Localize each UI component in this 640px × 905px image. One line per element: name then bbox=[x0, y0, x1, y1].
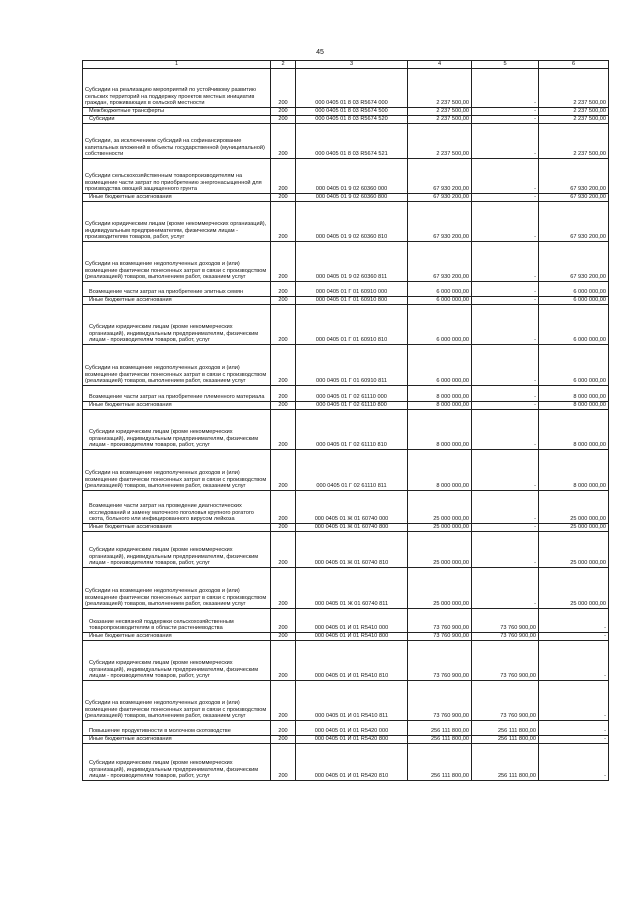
cell-amount-federal: - bbox=[472, 116, 539, 124]
cell-classification-code: 000 0405 01 Г 01 60910 811 bbox=[296, 345, 408, 386]
cell-classification-code: 000 0405 01 Ж 01 60740 811 bbox=[296, 568, 408, 609]
table-row bbox=[83, 159, 609, 194]
cell-classification-code: 000 0405 01 Г 01 60910 810 bbox=[296, 305, 408, 345]
cell-amount-total: 256 111 800,00 bbox=[408, 721, 472, 736]
cell-amount-regional: 2 237 500,00 bbox=[539, 108, 609, 116]
cell-name: Возмещение части затрат на приобретение элитных семян bbox=[83, 282, 271, 297]
cell-amount-total: 6 000 000,00 bbox=[408, 345, 472, 386]
cell-name: Субсидии юридическим лицам (кроме некоммерческих организаций), индивидуальным предпринимателям, физическим лицам - производителям товаров, работ, услуг bbox=[83, 202, 271, 242]
cell-amount-regional: - bbox=[539, 609, 609, 633]
cell-grbs-code: 200 bbox=[271, 641, 296, 681]
cell-classification-code: 000 0405 01 Ж 01 60740 810 bbox=[296, 532, 408, 568]
cell-grbs-code: 200 bbox=[271, 491, 296, 524]
cell-grbs-code: 200 bbox=[271, 108, 296, 116]
table-row bbox=[83, 641, 609, 681]
cell-amount-total: 67 930 200,00 bbox=[408, 202, 472, 242]
cell-grbs-code: 200 bbox=[271, 282, 296, 297]
cell-amount-total: 6 000 000,00 bbox=[408, 282, 472, 297]
cell-classification-code: 000 0405 01 9 02 60360 800 bbox=[296, 194, 408, 202]
cell-amount-regional: 6 000 000,00 bbox=[539, 297, 609, 305]
cell-amount-regional: - bbox=[539, 744, 609, 781]
cell-amount-total: 73 760 900,00 bbox=[408, 681, 472, 721]
cell-classification-code: 000 0405 01 9 02 60360 000 bbox=[296, 159, 408, 194]
cell-classification-code: 000 0405 01 И 01 R5420 800 bbox=[296, 736, 408, 744]
cell-amount-federal: 73 760 900,00 bbox=[472, 609, 539, 633]
cell-amount-regional: - bbox=[539, 736, 609, 744]
cell-amount-total: 67 930 200,00 bbox=[408, 194, 472, 202]
cell-name: Субсидии на возмещение недополученных доходов и (или) возмещение фактически понесенных затрат в связи с производством (реализацией) товаров, выполнением работ, оказанием услуг bbox=[83, 345, 271, 386]
table-row bbox=[83, 194, 609, 202]
cell-amount-federal: - bbox=[472, 491, 539, 524]
cell-name: Иные бюджетные ассигнования bbox=[83, 297, 271, 305]
cell-name: Возмещение части затрат на проведение диагностических исследований и замену маточного поголовья крупного рогатого скота, больного или инфицированного вирусом лейкоза bbox=[83, 491, 271, 524]
cell-amount-total: 256 111 800,00 bbox=[408, 736, 472, 744]
table-row bbox=[83, 721, 609, 736]
cell-amount-regional: 8 000 000,00 bbox=[539, 410, 609, 450]
cell-grbs-code: 200 bbox=[271, 124, 296, 159]
cell-classification-code: 000 0405 01 Г 02 61110 810 bbox=[296, 410, 408, 450]
table-row bbox=[83, 386, 609, 402]
cell-amount-regional: 6 000 000,00 bbox=[539, 282, 609, 297]
cell-name: Повышение продуктивности в молочном скотоводстве bbox=[83, 721, 271, 736]
cell-amount-federal: - bbox=[472, 124, 539, 159]
cell-amount-federal: - bbox=[472, 159, 539, 194]
cell-name: Субсидии юридическим лицам (кроме некоммерческих организаций), индивидуальным предпринимателям, физическим лицам - производителям товаров, работ, услуг bbox=[83, 744, 271, 781]
table-row bbox=[83, 402, 609, 410]
cell-amount-federal: - bbox=[472, 305, 539, 345]
cell-amount-federal: 256 111 800,00 bbox=[472, 736, 539, 744]
cell-amount-total: 25 000 000,00 bbox=[408, 568, 472, 609]
cell-grbs-code: 200 bbox=[271, 609, 296, 633]
cell-amount-federal: - bbox=[472, 202, 539, 242]
cell-amount-regional: 67 930 200,00 bbox=[539, 202, 609, 242]
cell-classification-code: 000 0405 01 8 03 R5674 521 bbox=[296, 124, 408, 159]
cell-grbs-code: 200 bbox=[271, 633, 296, 641]
cell-grbs-code: 200 bbox=[271, 681, 296, 721]
cell-amount-federal: - bbox=[472, 345, 539, 386]
cell-classification-code: 000 0405 01 И 01 R5410 811 bbox=[296, 681, 408, 721]
cell-amount-regional: 6 000 000,00 bbox=[539, 345, 609, 386]
cell-grbs-code: 200 bbox=[271, 159, 296, 194]
cell-name: Субсидии на возмещение недополученных доходов и (или) возмещение фактически понесенных затрат в связи с производством (реализацией) товаров, выполнением работ, оказанием услуг bbox=[83, 450, 271, 491]
cell-amount-total: 2 237 500,00 bbox=[408, 69, 472, 108]
cell-classification-code: 000 0405 01 Г 02 61110 811 bbox=[296, 450, 408, 491]
cell-grbs-code: 200 bbox=[271, 524, 296, 532]
cell-classification-code: 000 0405 01 Г 01 60910 000 bbox=[296, 282, 408, 297]
table-row bbox=[83, 633, 609, 641]
table-row bbox=[83, 108, 609, 116]
column-header: 1 bbox=[83, 61, 271, 69]
cell-grbs-code: 200 bbox=[271, 202, 296, 242]
cell-amount-total: 6 000 000,00 bbox=[408, 297, 472, 305]
cell-amount-regional: 2 237 500,00 bbox=[539, 69, 609, 108]
cell-amount-total: 73 760 900,00 bbox=[408, 609, 472, 633]
budget-table bbox=[82, 60, 609, 781]
cell-amount-regional: - bbox=[539, 641, 609, 681]
cell-classification-code: 000 0405 01 И 01 R5420 000 bbox=[296, 721, 408, 736]
cell-amount-regional: 8 000 000,00 bbox=[539, 402, 609, 410]
cell-amount-federal: 73 760 900,00 bbox=[472, 641, 539, 681]
cell-amount-total: 25 000 000,00 bbox=[408, 532, 472, 568]
cell-name: Субсидии юридическим лицам (кроме некоммерческих организаций), индивидуальным предпринимателям, физическим лицам - производителям товаров, работ, услуг bbox=[83, 532, 271, 568]
table-row bbox=[83, 116, 609, 124]
table-row bbox=[83, 124, 609, 159]
cell-amount-federal: 73 760 900,00 bbox=[472, 633, 539, 641]
cell-grbs-code: 200 bbox=[271, 69, 296, 108]
cell-amount-federal: - bbox=[472, 524, 539, 532]
cell-grbs-code: 200 bbox=[271, 116, 296, 124]
cell-classification-code: 000 0405 01 Ж 01 60740 800 bbox=[296, 524, 408, 532]
cell-amount-total: 67 930 200,00 bbox=[408, 242, 472, 282]
cell-name: Иные бюджетные ассигнования bbox=[83, 524, 271, 532]
table-row bbox=[83, 202, 609, 242]
cell-classification-code: 000 0405 01 8 03 R5674 000 bbox=[296, 69, 408, 108]
cell-amount-regional: 6 000 000,00 bbox=[539, 305, 609, 345]
cell-name: Иные бюджетные ассигнования bbox=[83, 194, 271, 202]
cell-grbs-code: 200 bbox=[271, 402, 296, 410]
cell-amount-total: 67 930 200,00 bbox=[408, 159, 472, 194]
cell-amount-total: 256 111 800,00 bbox=[408, 744, 472, 781]
cell-name: Субсидии на возмещение недополученных доходов и (или) возмещение фактически понесенных затрат в связи с производством (реализацией) товаров, выполнением работ, оказанием услуг bbox=[83, 242, 271, 282]
cell-name: Субсидии юридическим лицам (кроме некоммерческих организаций), индивидуальным предпринимателям, физическим лицам - производителям товаров, работ, услуг bbox=[83, 410, 271, 450]
table-row bbox=[83, 681, 609, 721]
cell-name: Субсидии юридическим лицам (кроме некоммерческих организаций), индивидуальным предпринимателям, физическим лицам - производителям товаров, работ, услуг bbox=[83, 305, 271, 345]
cell-name: Межбюджетные трансферты bbox=[83, 108, 271, 116]
cell-amount-total: 73 760 900,00 bbox=[408, 641, 472, 681]
column-header: 3 bbox=[296, 61, 408, 69]
cell-amount-regional: 67 930 200,00 bbox=[539, 159, 609, 194]
cell-grbs-code: 200 bbox=[271, 568, 296, 609]
cell-amount-federal: - bbox=[472, 386, 539, 402]
cell-classification-code: 000 0405 01 Г 02 61110 800 bbox=[296, 402, 408, 410]
cell-amount-regional: - bbox=[539, 681, 609, 721]
column-header: 4 bbox=[408, 61, 472, 69]
table-row bbox=[83, 242, 609, 282]
cell-amount-regional: 25 000 000,00 bbox=[539, 568, 609, 609]
cell-amount-regional: 2 237 500,00 bbox=[539, 116, 609, 124]
cell-amount-total: 2 237 500,00 bbox=[408, 108, 472, 116]
cell-grbs-code: 200 bbox=[271, 450, 296, 491]
cell-amount-total: 2 237 500,00 bbox=[408, 124, 472, 159]
table-row bbox=[83, 491, 609, 524]
cell-name: Субсидии на возмещение недополученных доходов и (или) возмещение фактически понесенных затрат в связи с производством (реализацией) товаров, выполнением работ, оказанием услуг bbox=[83, 568, 271, 609]
cell-amount-federal: - bbox=[472, 450, 539, 491]
cell-name: Возмещение части затрат на приобретение племенного материала bbox=[83, 386, 271, 402]
cell-amount-regional: - bbox=[539, 633, 609, 641]
cell-amount-total: 8 000 000,00 bbox=[408, 402, 472, 410]
page-number: 45 bbox=[316, 49, 324, 56]
cell-grbs-code: 200 bbox=[271, 532, 296, 568]
cell-name: Оказание несвязной поддержки сельскохозяйственным товаропроизводителям в области растениеводства bbox=[83, 609, 271, 633]
table-row bbox=[83, 305, 609, 345]
cell-amount-regional: 25 000 000,00 bbox=[539, 532, 609, 568]
table-row bbox=[83, 524, 609, 532]
cell-amount-regional: - bbox=[539, 721, 609, 736]
cell-amount-total: 8 000 000,00 bbox=[408, 386, 472, 402]
table-row bbox=[83, 69, 609, 108]
cell-name: Субсидии юридическим лицам (кроме некоммерческих организаций), индивидуальным предпринимателям, физическим лицам - производителям товаров, работ, услуг bbox=[83, 641, 271, 681]
cell-amount-federal: - bbox=[472, 410, 539, 450]
cell-amount-federal: 256 111 800,00 bbox=[472, 744, 539, 781]
cell-amount-federal: - bbox=[472, 297, 539, 305]
cell-amount-federal: - bbox=[472, 532, 539, 568]
cell-name: Иные бюджетные ассигнования bbox=[83, 736, 271, 744]
cell-amount-federal: - bbox=[472, 568, 539, 609]
table-row bbox=[83, 410, 609, 450]
table-body bbox=[83, 69, 609, 781]
table-row bbox=[83, 345, 609, 386]
cell-classification-code: 000 0405 01 9 02 60360 810 bbox=[296, 202, 408, 242]
cell-grbs-code: 200 bbox=[271, 305, 296, 345]
cell-amount-total: 25 000 000,00 bbox=[408, 491, 472, 524]
cell-amount-regional: 8 000 000,00 bbox=[539, 450, 609, 491]
cell-amount-regional: 25 000 000,00 bbox=[539, 491, 609, 524]
table-row bbox=[83, 744, 609, 781]
cell-name: Субсидии на реализацию мероприятий по устойчивому развитию сельских территорий на поддержку проектов местных инициатив граждан, проживающих в сельской местности bbox=[83, 69, 271, 108]
cell-classification-code: 000 0405 01 И 01 R5410 800 bbox=[296, 633, 408, 641]
cell-amount-regional: 67 930 200,00 bbox=[539, 194, 609, 202]
cell-classification-code: 000 0405 01 8 03 R5674 520 bbox=[296, 116, 408, 124]
cell-name: Субсидии, за исключением субсидий на софинансирование капитальных вложений в объекты государственной (муниципальной) собственности bbox=[83, 124, 271, 159]
cell-grbs-code: 200 bbox=[271, 736, 296, 744]
table-row bbox=[83, 282, 609, 297]
cell-grbs-code: 200 bbox=[271, 345, 296, 386]
table-row bbox=[83, 297, 609, 305]
column-header: 2 bbox=[271, 61, 296, 69]
cell-amount-federal: 256 111 800,00 bbox=[472, 721, 539, 736]
cell-grbs-code: 200 bbox=[271, 744, 296, 781]
table-header-row bbox=[83, 61, 609, 69]
cell-amount-federal: 73 760 900,00 bbox=[472, 681, 539, 721]
cell-amount-total: 2 237 500,00 bbox=[408, 116, 472, 124]
cell-amount-regional: 8 000 000,00 bbox=[539, 386, 609, 402]
cell-amount-total: 73 760 900,00 bbox=[408, 633, 472, 641]
table-row bbox=[83, 450, 609, 491]
cell-classification-code: 000 0405 01 И 01 R5410 810 bbox=[296, 641, 408, 681]
cell-grbs-code: 200 bbox=[271, 721, 296, 736]
cell-classification-code: 000 0405 01 Г 02 61110 000 bbox=[296, 386, 408, 402]
cell-classification-code: 000 0405 01 И 01 R5410 000 bbox=[296, 609, 408, 633]
cell-grbs-code: 200 bbox=[271, 242, 296, 282]
cell-amount-federal: - bbox=[472, 242, 539, 282]
cell-name: Иные бюджетные ассигнования bbox=[83, 633, 271, 641]
cell-classification-code: 000 0405 01 8 03 R5674 500 bbox=[296, 108, 408, 116]
cell-amount-total: 25 000 000,00 bbox=[408, 524, 472, 532]
cell-amount-total: 8 000 000,00 bbox=[408, 410, 472, 450]
cell-amount-federal: - bbox=[472, 69, 539, 108]
cell-amount-total: 6 000 000,00 bbox=[408, 305, 472, 345]
cell-amount-federal: - bbox=[472, 194, 539, 202]
cell-name: Субсидии на возмещение недополученных доходов и (или) возмещение фактически понесенных затрат в связи с производством (реализацией) товаров, выполнением работ, оказанием услуг bbox=[83, 681, 271, 721]
column-header: 6 bbox=[539, 61, 609, 69]
cell-amount-regional: 67 930 200,00 bbox=[539, 242, 609, 282]
cell-grbs-code: 200 bbox=[271, 410, 296, 450]
cell-grbs-code: 200 bbox=[271, 386, 296, 402]
cell-name: Иные бюджетные ассигнования bbox=[83, 402, 271, 410]
cell-name: Субсидии bbox=[83, 116, 271, 124]
cell-amount-federal: - bbox=[472, 108, 539, 116]
cell-classification-code: 000 0405 01 Ж 01 60740 000 bbox=[296, 491, 408, 524]
cell-grbs-code: 200 bbox=[271, 194, 296, 202]
table-row bbox=[83, 532, 609, 568]
table-row bbox=[83, 736, 609, 744]
cell-amount-total: 8 000 000,00 bbox=[408, 450, 472, 491]
table-row bbox=[83, 609, 609, 633]
cell-classification-code: 000 0405 01 Г 01 60910 800 bbox=[296, 297, 408, 305]
cell-amount-regional: 2 237 500,00 bbox=[539, 124, 609, 159]
cell-grbs-code: 200 bbox=[271, 297, 296, 305]
cell-amount-federal: - bbox=[472, 282, 539, 297]
cell-classification-code: 000 0405 01 И 01 R5420 810 bbox=[296, 744, 408, 781]
column-header: 5 bbox=[472, 61, 539, 69]
cell-amount-federal: - bbox=[472, 402, 539, 410]
cell-classification-code: 000 0405 01 9 02 60360 811 bbox=[296, 242, 408, 282]
cell-name: Субсидии сельскохозяйственным товаропроизводителям на возмещение части затрат по приобретению энергонасыщенной для производства овощей защищенного грунта bbox=[83, 159, 271, 194]
cell-amount-regional: 25 000 000,00 bbox=[539, 524, 609, 532]
table-row bbox=[83, 568, 609, 609]
